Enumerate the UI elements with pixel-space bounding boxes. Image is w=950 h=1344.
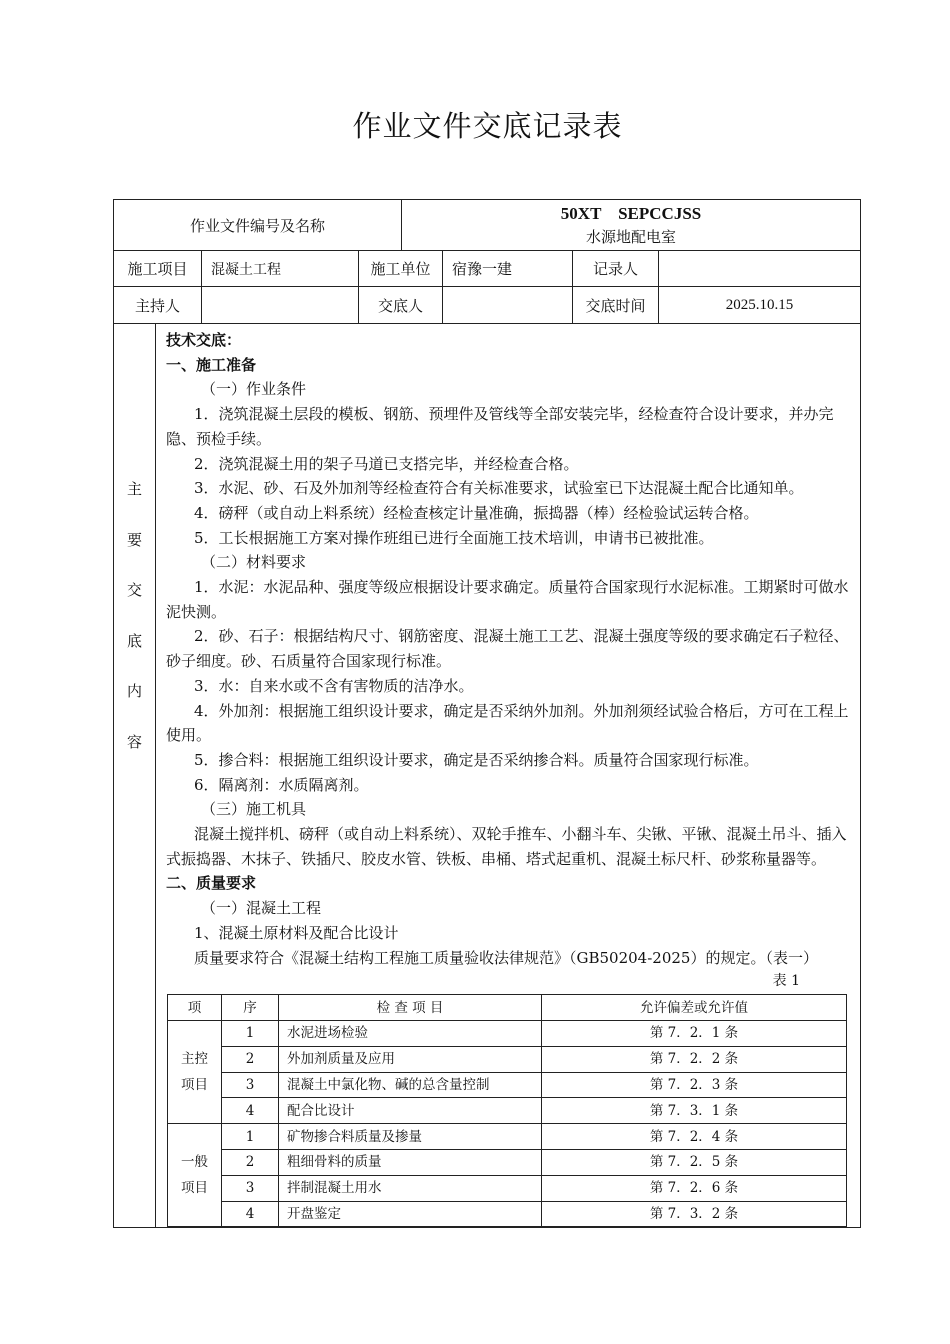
row-item: 混凝土中氯化物、碱的总含量控制	[279, 1072, 542, 1098]
recorder-value[interactable]	[659, 251, 861, 287]
paragraph: 1．水泥：水泥品种、强度等级应根据设计要求确定。质量符合国家现行水泥标准。工期紧时可做水泥快测。	[166, 578, 849, 621]
side-label-cell	[114, 324, 156, 1228]
host-value[interactable]	[202, 287, 359, 324]
row-seq: 1	[222, 1021, 279, 1047]
content-cell	[156, 324, 861, 1228]
paragraph: 2．浇筑混凝土用的架子马道已支搭完毕，并经检查合格。	[194, 454, 579, 473]
tech-heading: 技术交底：	[166, 331, 242, 349]
doc-value-cell	[402, 200, 861, 251]
side-label	[125, 464, 145, 767]
row-seq: 2	[222, 1046, 279, 1072]
row-value: 第 7．2．4 条	[542, 1124, 847, 1150]
row-seq: 4	[222, 1098, 279, 1124]
table-header: 允许偏差或允许值	[542, 995, 847, 1021]
project-label: 施工项目	[114, 251, 202, 287]
side-char: 交	[126, 581, 142, 599]
unit-value[interactable]: 宿豫一建	[443, 251, 573, 287]
paragraph: 5．工长根据施工方案对操作班组已进行全面施工技术培训，申请书已被批准。	[194, 528, 714, 547]
paragraph: 5．掺合料：根据施工组织设计要求，确定是否采纳掺合料。质量符合国家现行标准。	[194, 750, 759, 769]
paragraph: 2．砂、石子：根据结构尺寸、钢筋密度、混凝土施工工艺、混凝土强度等级的要求确定石子粒径、砂子细度。砂、石质量符合国家现行标准。	[166, 627, 849, 671]
table-header: 项	[168, 995, 222, 1021]
host-label: 主持人	[114, 287, 202, 324]
row-seq: 3	[222, 1072, 279, 1098]
paragraph: 质量要求符合《混凝土结构工程施工质量验收法律规范》（GB50204-2025）的规定。（表一）	[194, 948, 818, 967]
row-value: 第 7．2．3 条	[542, 1072, 847, 1098]
time-value[interactable]: 2025.10.15	[659, 287, 861, 324]
row-item: 矿物掺合料质量及掺量	[279, 1124, 542, 1150]
presenter-label: 交底人	[359, 287, 443, 324]
table-header: 序	[222, 995, 279, 1021]
row-item: 外加剂质量及应用	[279, 1046, 542, 1072]
row-value: 第 7．3．1 条	[542, 1098, 847, 1124]
side-char: 要	[126, 530, 142, 549]
side-char: 容	[126, 732, 142, 751]
row-seq: 2	[222, 1150, 279, 1176]
table-row	[168, 1175, 847, 1201]
row-value: 第 7．2．2 条	[542, 1046, 847, 1072]
row-seq: 1	[222, 1124, 279, 1150]
table-row	[168, 1046, 847, 1072]
doc-name: 水源地配电室	[586, 228, 677, 246]
paragraph: 6．隔离剂：水质隔离剂。	[194, 775, 369, 794]
table-row	[168, 1124, 847, 1150]
doc-label: 作业文件编号及名称	[190, 216, 326, 235]
row-item: 开盘鉴定	[279, 1201, 542, 1227]
row-value: 第 7．2．6 条	[542, 1175, 847, 1201]
subsection-heading: （一）作业条件	[201, 380, 307, 399]
row-item: 配合比设计	[279, 1098, 542, 1124]
paragraph: 3．水泥、砂、石及外加剂等经检查符合有关标准要求，试验室已下达混凝土配合比通知单。	[194, 479, 804, 498]
time-label: 交底时间	[573, 287, 659, 324]
table-header: 检 查 项 目	[279, 995, 542, 1021]
table-row	[168, 1201, 847, 1227]
presenter-value[interactable]	[443, 287, 573, 324]
row-value: 第 7．2．1 条	[542, 1021, 847, 1047]
row-seq: 3	[222, 1175, 279, 1201]
table-row	[168, 1072, 847, 1098]
table-number: 表 1	[772, 973, 801, 990]
record-form	[113, 199, 861, 1228]
recorder-label: 记录人	[573, 251, 659, 287]
doc-code: 50XT SEPCCJSS	[560, 204, 702, 223]
paragraph: 3．水：自来水或不含有害物质的洁净水。	[194, 676, 474, 695]
side-char: 主	[126, 480, 142, 498]
row-item: 粗细骨料的质量	[279, 1150, 542, 1176]
table-row	[168, 1021, 847, 1047]
row-item: 拌制混凝土用水	[279, 1175, 542, 1201]
row-value: 第 7．2．5 条	[542, 1150, 847, 1176]
side-char: 底	[126, 631, 142, 650]
section-heading: 一、施工准备	[166, 355, 257, 374]
side-char: 内	[126, 682, 142, 700]
subsection-heading: （二）材料要求	[201, 553, 307, 572]
paragraph: 4．外加剂：根据施工组织设计要求，确定是否采纳外加剂。外加剂须经试验合格后，方可在工程上使用。	[166, 701, 849, 745]
subsection-heading: （一）混凝土工程	[201, 899, 322, 918]
project-value[interactable]: 混凝土工程	[202, 251, 359, 287]
table-row	[168, 1150, 847, 1176]
paragraph: 1．浇筑混凝土层段的模板、钢筋、预埋件及管线等全部安装完毕，经检查符合设计要求，并办完隐、预检手续。	[166, 405, 834, 448]
row-seq: 4	[222, 1201, 279, 1227]
group-label-main: 主控项目	[168, 1021, 222, 1124]
subsection-heading: （三）施工机具	[201, 800, 307, 819]
section-heading: 二、质量要求	[166, 874, 257, 893]
paragraph: 混凝土搅拌机、磅秤（或自动上料系统）、双轮手推车、小翻斗车、尖锹、平锹、混凝土吊斗、插入式振捣器、木抹子、铁插尺、胶皮水管、铁板、串桶、塔式起重机、混凝土标尺杆、砂浆称量器等。	[166, 825, 847, 868]
doc-label-cell	[114, 200, 402, 251]
row-item: 水泥进场检验	[279, 1021, 542, 1047]
row-value: 第 7．3．2 条	[542, 1201, 847, 1227]
table-row	[168, 1098, 847, 1124]
paragraph: 1、混凝土原材料及配合比设计	[194, 923, 399, 942]
paragraph: 4．磅秤（或自动上料系统）经检查核定计量准确，振捣器（棒）经检验试运转合格。	[194, 503, 759, 522]
group-label-general: 一般项目	[168, 1124, 222, 1227]
page-title: 作业文件交底记录表	[352, 109, 623, 143]
unit-label: 施工单位	[359, 251, 443, 287]
inspection-table	[167, 994, 847, 1227]
